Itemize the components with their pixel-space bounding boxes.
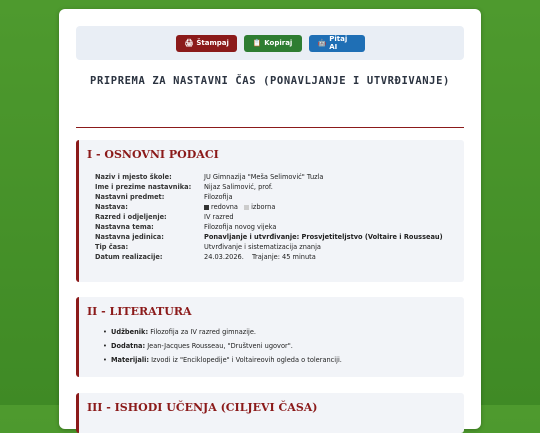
print-button[interactable] — [176, 35, 237, 52]
info-key: Nastavna jedinica: — [95, 233, 164, 241]
info-row — [95, 242, 443, 252]
item-text: Filozofija za IV razred gimnazije. — [148, 328, 257, 336]
info-value — [204, 202, 443, 212]
list-item — [103, 327, 342, 341]
duration-value: Trajanje: 45 minuta — [251, 253, 316, 261]
section-title: I - OSNOVNI PODACI — [87, 148, 219, 161]
info-row — [95, 222, 443, 232]
info-row — [95, 212, 443, 222]
document-page — [59, 9, 481, 429]
clipboard-icon: 📋 — [252, 39, 262, 47]
info-value: IV razred — [204, 213, 234, 221]
info-value: Utvrđivanje i sistematizacija znanja — [204, 243, 321, 251]
title-divider — [76, 127, 464, 128]
print-button-label: Štampaj — [196, 39, 229, 47]
info-value: Nijaz Salimović, prof. — [204, 183, 273, 191]
section-title: II - LITERATURA — [87, 305, 192, 318]
item-text: Jean-Jacques Rousseau, "Društveni ugovor". — [145, 342, 293, 350]
robot-icon: 🤖 — [317, 39, 327, 47]
list-item — [103, 341, 342, 355]
ask-ai-button[interactable] — [309, 35, 365, 52]
info-value: Filozofija — [204, 193, 233, 201]
info-value: Filozofija novog vijeka — [204, 223, 277, 231]
section-title: III - ISHODI UČENJA (CILJEVI ČASA) — [87, 401, 318, 414]
info-value — [204, 252, 443, 262]
option-izborna: izborna — [251, 203, 276, 211]
info-row — [95, 182, 443, 192]
info-key: Nastavni predmet: — [95, 193, 165, 201]
info-row — [95, 252, 443, 262]
item-label: Materijali: — [111, 356, 150, 364]
info-value: JU Gimnazija "Meša Selimović" Tuzla — [204, 173, 324, 181]
info-key: Nastavna tema: — [95, 223, 154, 231]
checked-checkbox-icon — [204, 205, 209, 210]
item-label: Dodatna: — [111, 342, 146, 350]
printer-icon: 🖨 — [184, 39, 194, 47]
info-key: Nastava: — [95, 203, 128, 211]
section-learning-outcomes — [76, 393, 464, 433]
info-key: Datum realizacije: — [95, 253, 163, 261]
item-label: Udžbenik: — [111, 328, 149, 336]
info-key: Tip časa: — [95, 243, 129, 251]
info-row — [95, 232, 443, 242]
item-text: Izvodi iz "Enciklopedije" i Voltaireovih ogleda o toleranciji. — [149, 356, 342, 364]
page-title: PRIPREMA ZA NASTAVNI ČAS (PONAVLJANJE I UTVRĐIVANJE) — [90, 75, 450, 87]
info-table — [95, 172, 443, 262]
info-key: Razred i odjeljenje: — [95, 213, 167, 221]
info-row — [95, 172, 443, 182]
section-basic-info — [76, 140, 464, 282]
section-literature — [76, 297, 464, 377]
toolbar — [76, 26, 464, 60]
literature-list — [103, 327, 342, 369]
info-row — [95, 192, 443, 202]
lesson-unit: Ponavljanje i utvrđivanje: Prosvjetiteljstvo (Voltaire i Rousseau) — [204, 233, 443, 241]
info-key: Naziv i mjesto škole: — [95, 173, 172, 181]
copy-button[interactable] — [244, 35, 302, 52]
info-value — [204, 232, 443, 242]
unchecked-checkbox-icon — [244, 205, 249, 210]
option-redovna: redovna — [211, 203, 238, 211]
info-key: Ime i prezime nastavnika: — [95, 183, 192, 191]
ask-ai-button-label: Pitaj AI — [329, 35, 348, 51]
info-row — [95, 202, 443, 212]
copy-button-label: Kopiraj — [264, 39, 293, 47]
date-value: 24.03.2026. — [204, 253, 244, 261]
list-item — [103, 355, 342, 369]
